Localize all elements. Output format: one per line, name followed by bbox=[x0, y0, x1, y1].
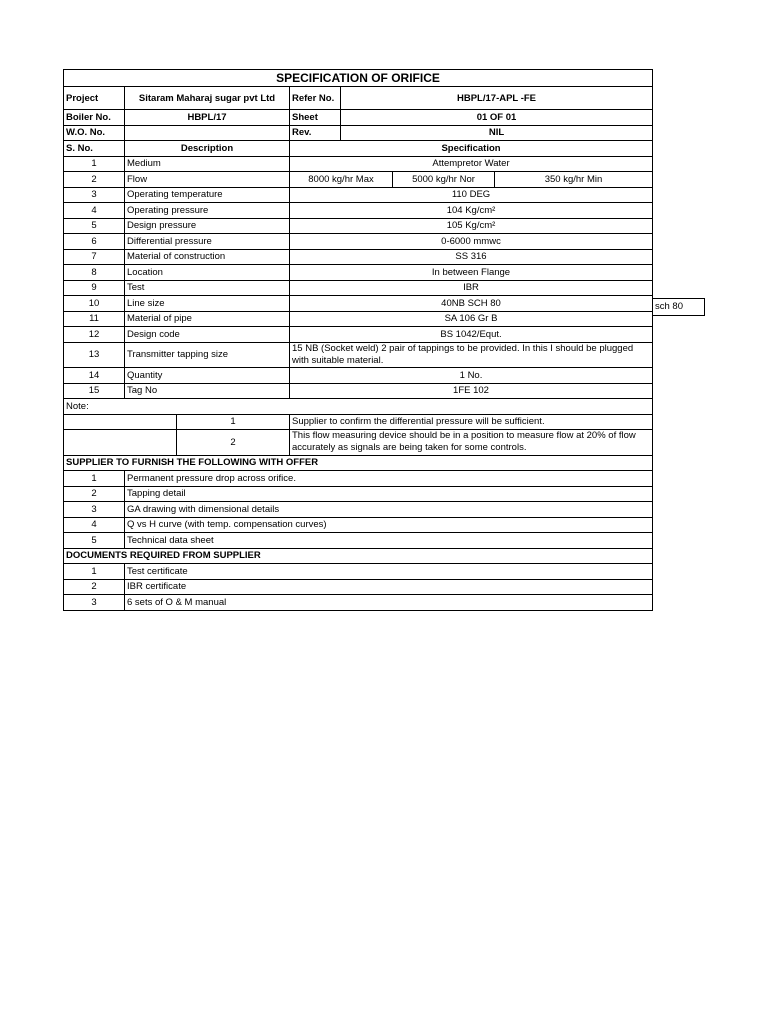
item-text: GA drawing with dimensional details bbox=[125, 502, 653, 518]
item-number: 4 bbox=[64, 517, 125, 533]
wo-label: W.O. No. bbox=[64, 125, 125, 141]
list-item bbox=[64, 486, 653, 502]
item-text: Test certificate bbox=[125, 564, 653, 580]
supplier-heading: SUPPLIER TO FURNISH THE FOLLOWING WITH OFFER bbox=[64, 455, 653, 471]
item-description: Line size bbox=[125, 296, 290, 312]
item-number: 4 bbox=[64, 203, 125, 219]
item-number: 13 bbox=[64, 342, 125, 368]
item-number: 3 bbox=[64, 187, 125, 203]
item-specification: In between Flange bbox=[290, 265, 653, 281]
item-specification: IBR bbox=[290, 280, 653, 296]
table-row bbox=[64, 265, 653, 281]
item-number: 5 bbox=[64, 218, 125, 234]
table-row bbox=[64, 218, 653, 234]
item-description: Operating temperature bbox=[125, 187, 290, 203]
note-text: This flow measuring device should be in a position to measure flow at 20% of flow accurately as signals are being taken for some controls. bbox=[290, 430, 653, 456]
note-row bbox=[64, 430, 653, 456]
list-item bbox=[64, 533, 653, 549]
item-text: 6 sets of O & M manual bbox=[125, 595, 653, 611]
documents-heading: DOCUMENTS REQUIRED FROM SUPPLIER bbox=[64, 548, 653, 564]
note-text: Supplier to confirm the differential pressure will be sufficient. bbox=[290, 414, 653, 430]
table-row bbox=[64, 203, 653, 219]
sno-header: S. No. bbox=[64, 141, 125, 157]
wo-value bbox=[125, 125, 290, 141]
item-number: 7 bbox=[64, 249, 125, 265]
item-description: Material of construction bbox=[125, 249, 290, 265]
refer-value: HBPL/17-APL -FE bbox=[341, 87, 653, 110]
note-number: 1 bbox=[177, 414, 290, 430]
note-row bbox=[64, 414, 653, 430]
table-row bbox=[64, 234, 653, 250]
item-number: 5 bbox=[64, 533, 125, 549]
item-description: Operating pressure bbox=[125, 203, 290, 219]
item-number: 15 bbox=[64, 383, 125, 399]
side-note-cell: sch 80 bbox=[652, 298, 705, 316]
item-number: 1 bbox=[64, 471, 125, 487]
item-specification: 15 NB (Socket weld) 2 pair of tappings to be provided. In this I should be plugged with suitable material. bbox=[290, 342, 653, 368]
item-text: Q vs H curve (with temp. compensation curves) bbox=[125, 517, 653, 533]
item-description: Differential pressure bbox=[125, 234, 290, 250]
table-row bbox=[64, 187, 653, 203]
item-text: Technical data sheet bbox=[125, 533, 653, 549]
item-number: 12 bbox=[64, 327, 125, 343]
list-item bbox=[64, 595, 653, 611]
item-description: Test bbox=[125, 280, 290, 296]
item-specification: SA 106 Gr B bbox=[290, 311, 653, 327]
table-row bbox=[64, 383, 653, 399]
item-specification: 104 Kg/cm² bbox=[290, 203, 653, 219]
item-specification: Attempretor Water bbox=[290, 156, 653, 172]
item-description: Design code bbox=[125, 327, 290, 343]
note-number: 2 bbox=[177, 430, 290, 456]
rev-value: NIL bbox=[341, 125, 653, 141]
flow-max: 8000 kg/hr Max bbox=[290, 172, 393, 188]
table-row bbox=[64, 296, 653, 312]
item-specification: 0-6000 mmwc bbox=[290, 234, 653, 250]
list-item bbox=[64, 517, 653, 533]
item-number: 1 bbox=[64, 156, 125, 172]
item-number: 9 bbox=[64, 280, 125, 296]
item-number: 14 bbox=[64, 368, 125, 384]
item-number: 10 bbox=[64, 296, 125, 312]
project-label: Project bbox=[64, 87, 125, 110]
item-number: 2 bbox=[64, 486, 125, 502]
list-item bbox=[64, 579, 653, 595]
item-number: 2 bbox=[64, 579, 125, 595]
item-description: Material of pipe bbox=[125, 311, 290, 327]
item-specification: BS 1042/Equt. bbox=[290, 327, 653, 343]
document-title: SPECIFICATION OF ORIFICE bbox=[64, 70, 653, 87]
item-description: Transmitter tapping size bbox=[125, 342, 290, 368]
item-specification: SS 316 bbox=[290, 249, 653, 265]
item-number: 3 bbox=[64, 595, 125, 611]
project-value: Sitaram Maharaj sugar pvt Ltd bbox=[125, 87, 290, 110]
table-row bbox=[64, 342, 653, 368]
boiler-label: Boiler No. bbox=[64, 110, 125, 126]
table-row bbox=[64, 172, 653, 188]
item-number: 11 bbox=[64, 311, 125, 327]
item-specification: 105 Kg/cm² bbox=[290, 218, 653, 234]
table-row bbox=[64, 249, 653, 265]
list-item bbox=[64, 471, 653, 487]
rev-label: Rev. bbox=[290, 125, 341, 141]
item-specification: 1FE 102 bbox=[290, 383, 653, 399]
item-specification: 40NB SCH 80 bbox=[290, 296, 653, 312]
item-description: Flow bbox=[125, 172, 290, 188]
description-header: Description bbox=[125, 141, 290, 157]
table-row bbox=[64, 280, 653, 296]
note-blank bbox=[64, 430, 177, 456]
note-label: Note: bbox=[64, 399, 653, 415]
item-specification: 110 DEG bbox=[290, 187, 653, 203]
table-row bbox=[64, 327, 653, 343]
note-blank bbox=[64, 414, 177, 430]
list-item bbox=[64, 502, 653, 518]
item-text: IBR certificate bbox=[125, 579, 653, 595]
item-text: Tapping detail bbox=[125, 486, 653, 502]
specification-table bbox=[63, 69, 653, 611]
item-number: 8 bbox=[64, 265, 125, 281]
table-row bbox=[64, 311, 653, 327]
boiler-value: HBPL/17 bbox=[125, 110, 290, 126]
item-description: Location bbox=[125, 265, 290, 281]
item-number: 3 bbox=[64, 502, 125, 518]
flow-min: 350 kg/hr Min bbox=[495, 172, 653, 188]
table-row bbox=[64, 368, 653, 384]
item-number: 1 bbox=[64, 564, 125, 580]
list-item bbox=[64, 564, 653, 580]
sheet-value: 01 OF 01 bbox=[341, 110, 653, 126]
table-row bbox=[64, 156, 653, 172]
item-description: Design pressure bbox=[125, 218, 290, 234]
item-description: Medium bbox=[125, 156, 290, 172]
specification-header: Specification bbox=[290, 141, 653, 157]
refer-label: Refer No. bbox=[290, 87, 341, 110]
sheet-label: Sheet bbox=[290, 110, 341, 126]
flow-nor: 5000 kg/hr Nor bbox=[393, 172, 495, 188]
item-number: 2 bbox=[64, 172, 125, 188]
item-number: 6 bbox=[64, 234, 125, 250]
item-description: Tag No bbox=[125, 383, 290, 399]
item-description: Quantity bbox=[125, 368, 290, 384]
item-specification: 1 No. bbox=[290, 368, 653, 384]
item-text: Permanent pressure drop across orifice. bbox=[125, 471, 653, 487]
